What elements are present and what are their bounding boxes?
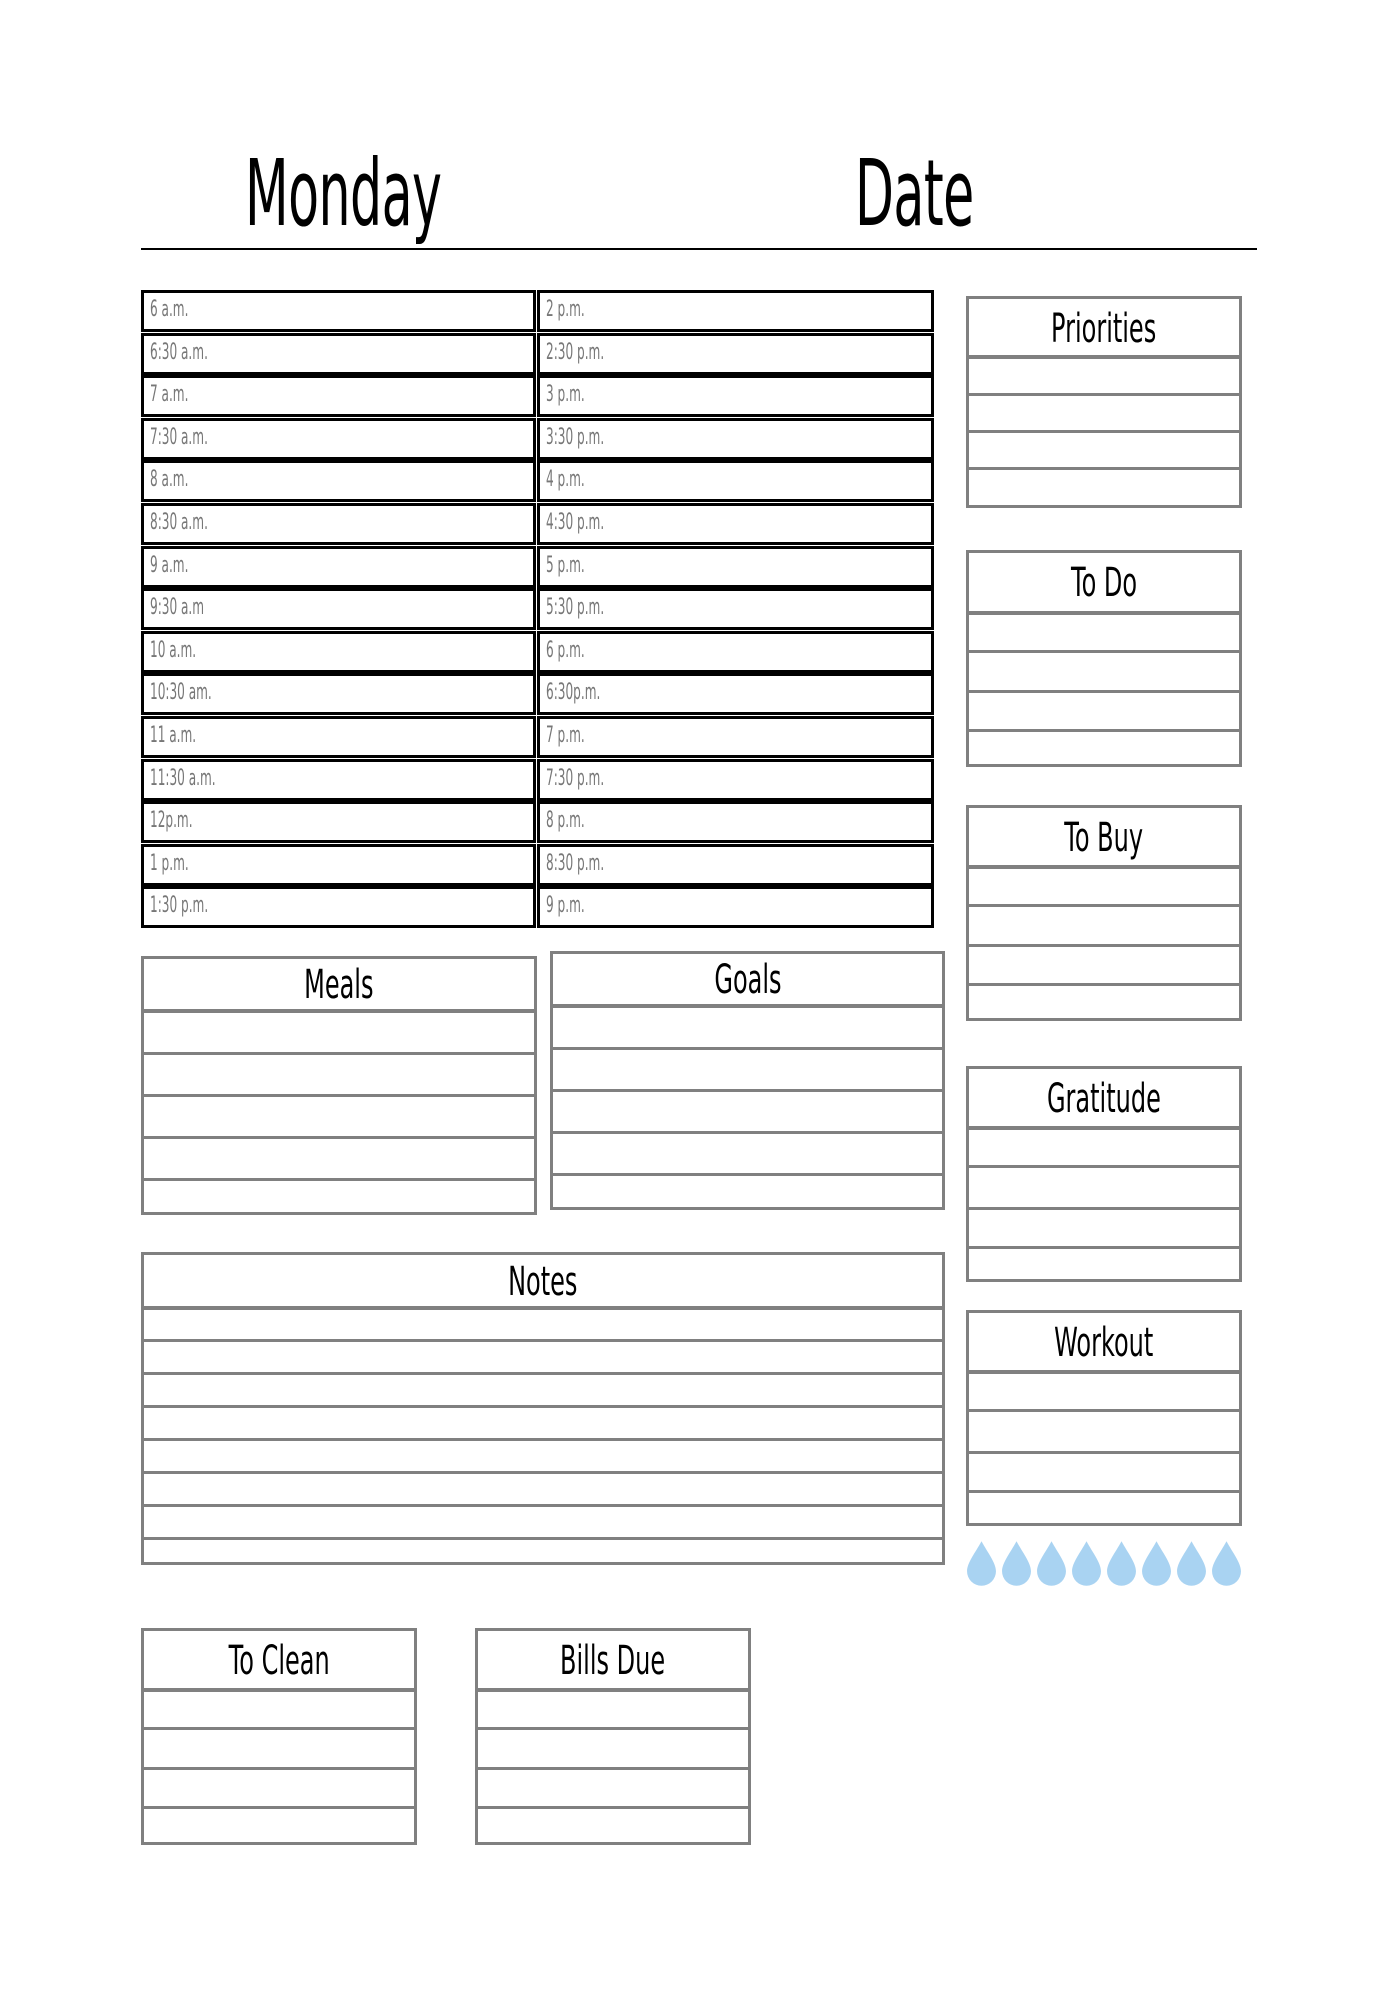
time-label: 8:30 a.m. — [150, 510, 208, 535]
schedule-row — [141, 673, 937, 713]
time-slot-left[interactable] — [141, 673, 536, 715]
todo-line[interactable] — [969, 693, 1239, 732]
notes-line[interactable] — [144, 1342, 942, 1375]
time-slot-right[interactable] — [537, 333, 934, 375]
billsdue-line[interactable] — [478, 1692, 748, 1730]
goals-line[interactable] — [553, 1008, 942, 1050]
workout-line[interactable] — [969, 1412, 1239, 1454]
schedule-row — [141, 460, 937, 500]
goals-line[interactable] — [553, 1134, 942, 1176]
time-slot-right[interactable] — [537, 290, 934, 332]
time-label: 6 a.m. — [150, 297, 189, 322]
time-label: 9 a.m. — [150, 552, 189, 578]
meals-line[interactable] — [144, 1013, 534, 1055]
time-label: 10:30 am. — [150, 680, 212, 706]
time-label: 2 p.m. — [546, 297, 585, 322]
gratitude-header: Gratitude — [969, 1069, 1239, 1130]
time-label: 12p.m. — [150, 808, 193, 834]
priorities-header: Priorities — [969, 299, 1239, 359]
goals-line[interactable] — [553, 1176, 942, 1207]
time-slot-right[interactable] — [537, 546, 934, 588]
time-label: 5 p.m. — [546, 552, 585, 578]
priorities-line[interactable] — [969, 396, 1239, 433]
todo-line[interactable] — [969, 732, 1239, 767]
water-tracker — [966, 1540, 1244, 1586]
meals-line[interactable] — [144, 1181, 534, 1212]
goals-line[interactable] — [553, 1092, 942, 1134]
time-slot-right[interactable] — [537, 844, 934, 886]
water-drop-icon[interactable] — [1106, 1540, 1137, 1586]
gratitude-box — [966, 1066, 1242, 1282]
todo-header: To Do — [969, 553, 1239, 615]
time-label: 5:30 p.m. — [546, 595, 605, 621]
notes-header: Notes — [144, 1255, 942, 1310]
time-label: 2:30 p.m. — [546, 339, 605, 365]
time-slot-right[interactable] — [537, 375, 934, 417]
time-label: 9 p.m. — [546, 893, 585, 919]
billsdue-line[interactable] — [478, 1730, 748, 1770]
time-slot-left[interactable] — [141, 801, 536, 843]
tobuy-line[interactable] — [969, 907, 1239, 947]
todo-box — [966, 550, 1242, 767]
time-slot-right[interactable] — [537, 759, 934, 801]
time-label: 6:30p.m. — [546, 680, 601, 706]
time-slot-right[interactable] — [537, 460, 934, 502]
time-slot-left[interactable] — [141, 844, 536, 886]
time-slot-right[interactable] — [537, 588, 934, 630]
workout-line[interactable] — [969, 1493, 1239, 1526]
time-slot-left[interactable] — [141, 333, 536, 375]
schedule-row — [141, 290, 937, 330]
notes-box — [141, 1252, 945, 1565]
time-label: 3 p.m. — [546, 382, 585, 408]
time-label: 6:30 a.m. — [150, 339, 208, 365]
time-slot-left[interactable] — [141, 418, 536, 460]
water-drop-icon[interactable] — [1036, 1540, 1067, 1586]
priorities-line[interactable] — [969, 470, 1239, 505]
schedule-row — [141, 418, 937, 458]
time-label: 1:30 p.m. — [150, 893, 209, 919]
priorities-line[interactable] — [969, 359, 1239, 396]
time-slot-left[interactable] — [141, 460, 536, 502]
time-label: 1 p.m. — [150, 850, 189, 876]
billsdue-line[interactable] — [478, 1809, 748, 1842]
tobuy-line[interactable] — [969, 947, 1239, 986]
time-label: 7 a.m. — [150, 382, 189, 408]
time-label: 7:30 a.m. — [150, 424, 208, 450]
time-label: 3:30 p.m. — [546, 424, 605, 450]
workout-box — [966, 1310, 1242, 1526]
water-drop-icon[interactable] — [966, 1540, 997, 1586]
schedule-row — [141, 546, 937, 586]
time-slot-left[interactable] — [141, 503, 536, 545]
priorities-line[interactable] — [969, 433, 1239, 470]
priorities-box — [966, 296, 1242, 508]
workout-line[interactable] — [969, 1454, 1239, 1493]
meals-line[interactable] — [144, 1139, 534, 1181]
tobuy-line[interactable] — [969, 986, 1239, 1021]
toclean-box — [141, 1628, 417, 1845]
time-slot-right[interactable] — [537, 503, 934, 545]
notes-line[interactable] — [144, 1310, 942, 1342]
toclean-line[interactable] — [144, 1770, 414, 1809]
time-slot-right[interactable] — [537, 886, 934, 928]
notes-line[interactable] — [144, 1441, 942, 1474]
time-slot-left[interactable] — [141, 759, 536, 801]
workout-line[interactable] — [969, 1374, 1239, 1412]
schedule-row — [141, 886, 937, 926]
time-slot-left[interactable] — [141, 886, 536, 928]
schedule-row — [141, 844, 937, 884]
time-label: 4 p.m. — [546, 467, 585, 493]
notes-line[interactable] — [144, 1375, 942, 1408]
tobuy-line[interactable] — [969, 869, 1239, 907]
time-slot-left[interactable] — [141, 588, 536, 630]
water-drop-icon[interactable] — [1001, 1540, 1032, 1586]
time-label: 4:30 p.m. — [546, 510, 605, 535]
time-slot-left[interactable] — [141, 546, 536, 588]
schedule-row — [141, 375, 937, 415]
tobuy-header: To Buy — [969, 808, 1239, 869]
notes-line[interactable] — [144, 1507, 942, 1540]
time-label: 6 p.m. — [546, 637, 585, 663]
tobuy-box — [966, 805, 1242, 1021]
goals-line[interactable] — [553, 1050, 942, 1092]
time-label: 8 a.m. — [150, 467, 189, 493]
time-slot-right[interactable] — [537, 801, 934, 843]
meals-line[interactable] — [144, 1055, 534, 1097]
workout-header: Workout — [969, 1313, 1239, 1374]
time-slot-left[interactable] — [141, 631, 536, 673]
time-slot-left[interactable] — [141, 375, 536, 417]
time-label: 8 p.m. — [546, 808, 585, 834]
time-slot-right[interactable] — [537, 418, 934, 460]
time-label: 7:30 p.m. — [546, 765, 605, 791]
billsdue-line[interactable] — [478, 1770, 748, 1809]
goals-box — [550, 951, 945, 1210]
time-label: 7 p.m. — [546, 723, 585, 748]
time-label: 11 a.m. — [150, 723, 197, 748]
billsdue-box — [475, 1628, 751, 1845]
time-slot-right[interactable] — [537, 673, 934, 715]
time-slot-left[interactable] — [141, 290, 536, 332]
notes-line[interactable] — [144, 1540, 942, 1567]
time-label: 11:30 a.m. — [150, 765, 216, 791]
title-underline — [141, 248, 1257, 250]
water-drop-icon[interactable] — [1071, 1540, 1102, 1586]
time-slot-right[interactable] — [537, 631, 934, 673]
time-slot-right[interactable] — [537, 716, 934, 758]
todo-line[interactable] — [969, 615, 1239, 653]
schedule-row — [141, 759, 937, 799]
schedule-row — [141, 503, 937, 543]
goals-header: Goals — [553, 954, 942, 1008]
toclean-header: To Clean — [144, 1631, 414, 1692]
schedule-row — [141, 801, 937, 841]
water-drop-icon[interactable] — [1176, 1540, 1207, 1586]
water-drop-icon[interactable] — [1211, 1540, 1242, 1586]
notes-line[interactable] — [144, 1408, 942, 1441]
schedule-row — [141, 588, 937, 628]
date-label: Date — [855, 140, 974, 247]
meals-header: Meals — [144, 959, 534, 1013]
toclean-line[interactable] — [144, 1809, 414, 1842]
todo-line[interactable] — [969, 653, 1239, 693]
billsdue-header: Bills Due — [478, 1631, 748, 1692]
schedule-row — [141, 716, 937, 756]
day-title: Monday — [245, 140, 442, 247]
gratitude-line[interactable] — [969, 1249, 1239, 1282]
gratitude-line[interactable] — [969, 1210, 1239, 1249]
notes-line[interactable] — [144, 1474, 942, 1507]
schedule-row — [141, 631, 937, 671]
schedule-row — [141, 333, 937, 373]
gratitude-line[interactable] — [969, 1168, 1239, 1210]
toclean-line[interactable] — [144, 1730, 414, 1770]
time-slot-left[interactable] — [141, 716, 536, 758]
gratitude-line[interactable] — [969, 1130, 1239, 1168]
time-label: 8:30 p.m. — [546, 850, 605, 876]
meals-line[interactable] — [144, 1097, 534, 1139]
meals-box — [141, 956, 537, 1215]
time-label: 9:30 a.m — [150, 595, 205, 621]
time-label: 10 a.m. — [150, 637, 197, 663]
water-drop-icon[interactable] — [1141, 1540, 1172, 1586]
toclean-line[interactable] — [144, 1692, 414, 1730]
